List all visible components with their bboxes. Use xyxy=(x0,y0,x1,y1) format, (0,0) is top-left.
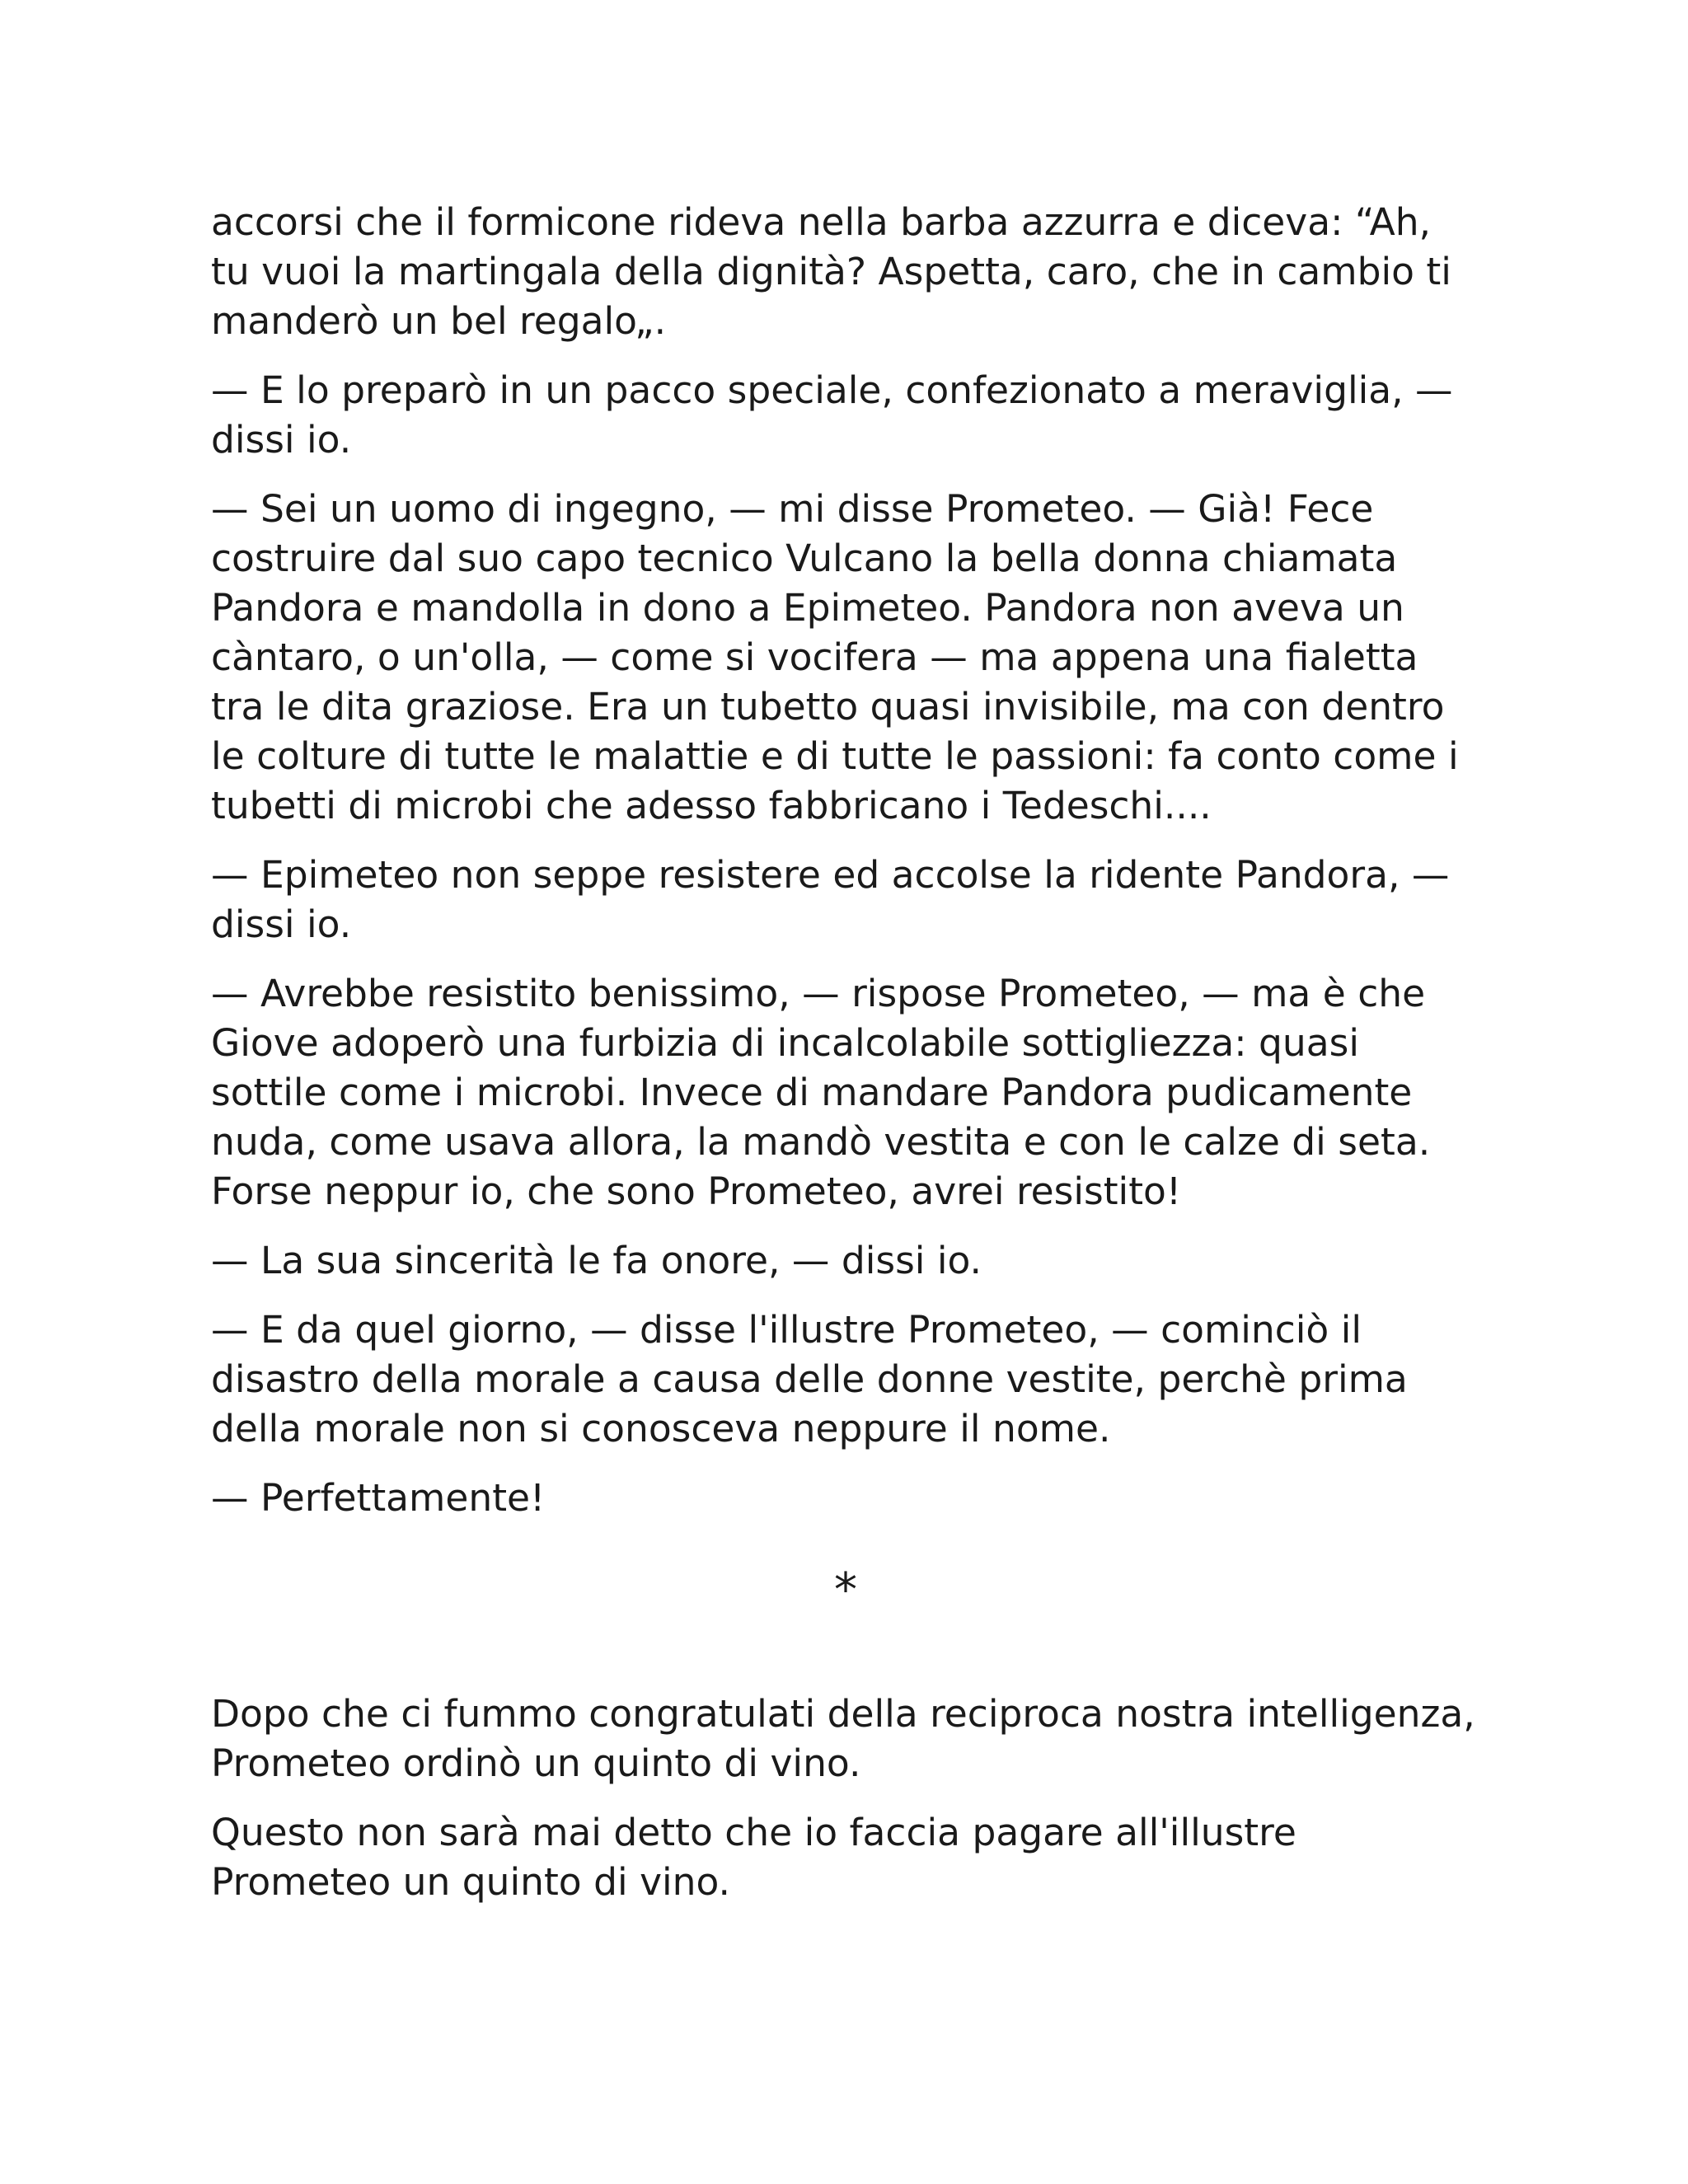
paragraph: — La sua sincerità le fa onore, — dissi io. xyxy=(211,1239,982,1282)
paragraph: accorsi che il formicone rideva nella barba azzurra e diceva: “Ah, tu vuoi la martingala della dignità? Aspetta, caro, che in cambio ti manderò un bel regalo„. xyxy=(211,200,1451,343)
paragraph: Dopo che ci fummo congratulati della reciproca nostra intelligenza, Prometeo ordinò un quinto di vino. xyxy=(211,1692,1475,1785)
paragraph: — E da quel giorno, — disse l'illustre Prometeo, — cominciò il disastro della morale a causa delle donne vestite, perchè prima della morale non si conosceva neppure il nome. xyxy=(211,1308,1408,1451)
text-body xyxy=(211,198,1480,1927)
paragraph: — Sei un uomo di ingegno, — mi disse Prometeo. — Già! Fece costruire dal suo capo tecnico Vulcano la bella donna chiamata Pandora e mandolla in dono a Epimeteo. Pandora non aveva un càntaro, o un'olla, — come si vocifera — ma appena una fialetta tra le dita graziose. Era un tubetto quasi invisibile, ma con dentro le colture di tutte le malattie e di tutte le passioni: fa conto come i tubetti di microbi che adesso fabbricano i Tedeschi.... xyxy=(211,487,1459,827)
paragraph: — Avrebbe resistito benissimo, — rispose Prometeo, — ma è che Giove adoperò una furbizia di incalcolabile sottigliezza: quasi sottile come i microbi. Invece di mandare Pandora pudicamente nuda, come usava allora, la mandò vestita e con le calze di seta. Forse neppur io, che sono Prometeo, avrei resistito! xyxy=(211,972,1431,1213)
paragraph: — E lo preparò in un pacco speciale, confezionato a meraviglia, — dissi io. xyxy=(211,368,1453,462)
paragraph: — Epimeteo non seppe resistere ed accolse la ridente Pandora, — dissi io. xyxy=(211,853,1450,946)
paragraph: — Perfettamente! xyxy=(211,1476,546,1520)
section-separator: * xyxy=(832,1563,860,1617)
paragraph: Questo non sarà mai detto che io faccia pagare all'illustre Prometeo un quinto di vino. xyxy=(211,1811,1296,1904)
